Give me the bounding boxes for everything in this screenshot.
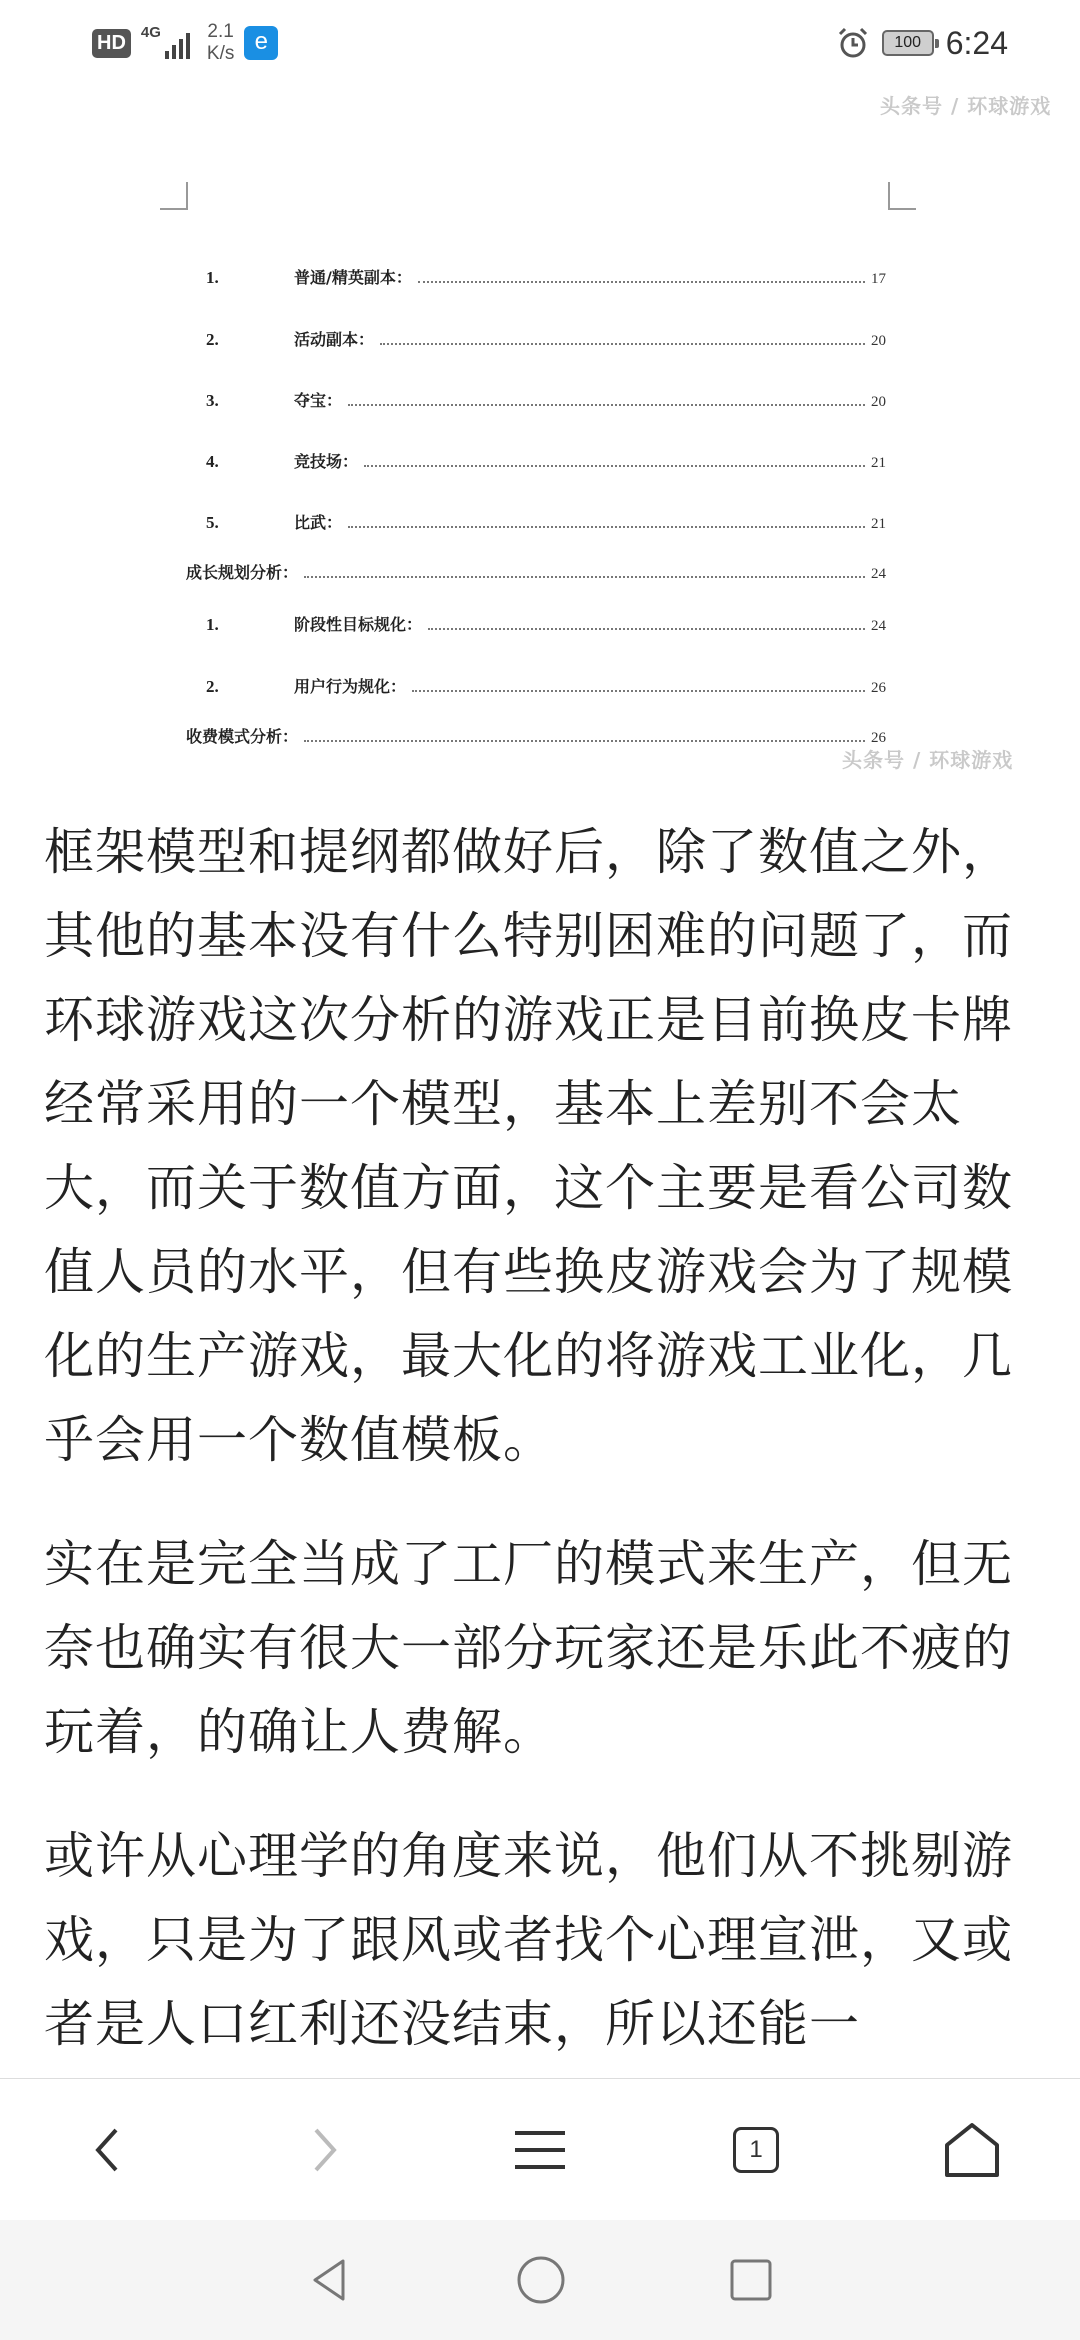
page-corner-left: [160, 182, 188, 210]
tabs-icon: 1: [733, 2127, 779, 2173]
article-paragraph: 框架模型和提纲都做好后，除了数值之外，其他的基本没有什么特别困难的问题了，而环球游戏这次分析的游戏正是目前换皮卡牌经常采用的一个模型，基本上差别不会太大，而关于数值方面，这个主要是看公司数值人员的水平，但有些换皮游戏会为了规模化的生产游戏，最大化的将游戏工业化，几乎会用一个数值模板。: [44, 823, 1013, 1469]
toc-page-number: 20: [871, 394, 886, 410]
toc-page-number: 26: [871, 680, 886, 696]
toc-row: [186, 724, 886, 747]
nav-back-icon[interactable]: [305, 2255, 355, 2305]
toc-number: 3.: [206, 391, 219, 410]
toc-number: 2.: [206, 677, 219, 696]
hd-badge: HD: [92, 29, 131, 58]
article-body: [44, 810, 1044, 2106]
forward-button[interactable]: [284, 2110, 364, 2190]
toc-number: 2.: [206, 330, 219, 349]
toc-title: 竞技场：: [294, 452, 359, 471]
toc-leader-dots: [418, 281, 865, 283]
toc-leader-dots: [428, 628, 865, 630]
watermark-top: 头条号 / 环球游戏: [880, 94, 1052, 118]
toc-page-number: 24: [871, 618, 886, 634]
article-paragraph: 实在是完全当成了工厂的模式来生产，但无奈也确实有很大一部分玩家还是乐此不疲的玩着，的确让人费解。: [44, 1535, 1013, 1761]
toc-page-number: 24: [871, 566, 886, 582]
toc-page-number: 21: [871, 516, 886, 532]
back-button[interactable]: [68, 2110, 148, 2190]
status-right: [836, 18, 1008, 68]
toc-page-number: 20: [871, 333, 886, 349]
watermark-bottom: 头条号 / 环球游戏: [842, 748, 1014, 772]
toc-row: [206, 510, 886, 533]
status-bar: [0, 0, 1080, 84]
toc-title: 用户行为规化：: [294, 677, 407, 696]
toc-row: [186, 560, 886, 583]
system-nav-bar: [0, 2220, 1080, 2340]
toc-leader-dots: [364, 465, 865, 467]
battery-level: 100: [894, 34, 922, 51]
back-icon: [88, 2120, 128, 2180]
clock: 6:24: [945, 24, 1008, 61]
toc-leader-dots: [304, 576, 865, 578]
tabs-button[interactable]: [716, 2110, 796, 2190]
toc-page-number: 21: [871, 455, 886, 471]
toc-number: 4.: [206, 452, 219, 471]
nav-recents-icon[interactable]: [727, 2256, 775, 2304]
toc-row: [206, 612, 886, 635]
menu-button[interactable]: [500, 2110, 580, 2190]
network-speed: [207, 21, 234, 65]
nav-home-icon[interactable]: [515, 2254, 567, 2306]
toc-title: 收费模式分析：: [186, 727, 299, 746]
toc-title: 活动副本：: [294, 330, 375, 349]
toc-leader-dots: [304, 740, 865, 742]
toc-leader-dots: [348, 404, 865, 406]
toc-title: 普通/精英副本：: [294, 268, 412, 287]
toc-leader-dots: [412, 690, 865, 692]
toc-page-number: 26: [871, 730, 886, 746]
document-image[interactable]: [0, 84, 1080, 784]
article-paragraph: 或许从心理学的角度来说，他们从不挑剔游戏，只是为了跟风或者找个心理宣泄，又或者是人口红利还没结束，所以还能一: [44, 1827, 1013, 2053]
browser-toolbar: [0, 2078, 1080, 2221]
home-icon: [942, 2120, 1002, 2180]
forward-icon: [304, 2120, 344, 2180]
toc-leader-dots: [380, 343, 865, 345]
toc-title: 夺宝：: [294, 391, 343, 410]
toc-page-number: 17: [871, 271, 886, 287]
signal-icon: [141, 23, 197, 63]
toc-row: [206, 449, 886, 472]
home-button[interactable]: [932, 2110, 1012, 2190]
toc-row: [206, 327, 886, 350]
toc-number: 1.: [206, 268, 219, 287]
toc-number: 5.: [206, 513, 219, 532]
menu-icon: [512, 2125, 568, 2175]
network-type: 4G: [140, 24, 161, 41]
battery-icon: [882, 30, 934, 56]
speed-value: 2.1: [207, 21, 234, 42]
toc-row: [206, 265, 886, 288]
browser-app-icon: e: [244, 26, 278, 60]
toc-leader-dots: [348, 526, 865, 528]
toc-row: [206, 388, 886, 411]
status-left: [92, 18, 278, 68]
alarm-icon: [836, 26, 870, 60]
toc-title: 比武：: [294, 513, 343, 532]
toc-number: 1.: [206, 615, 219, 634]
toc-title: 阶段性目标规化：: [294, 615, 423, 634]
toc-row: [206, 674, 886, 697]
toc-title: 成长规划分析：: [186, 563, 299, 582]
page-corner-right: [888, 182, 916, 210]
speed-unit: K/s: [206, 43, 235, 64]
